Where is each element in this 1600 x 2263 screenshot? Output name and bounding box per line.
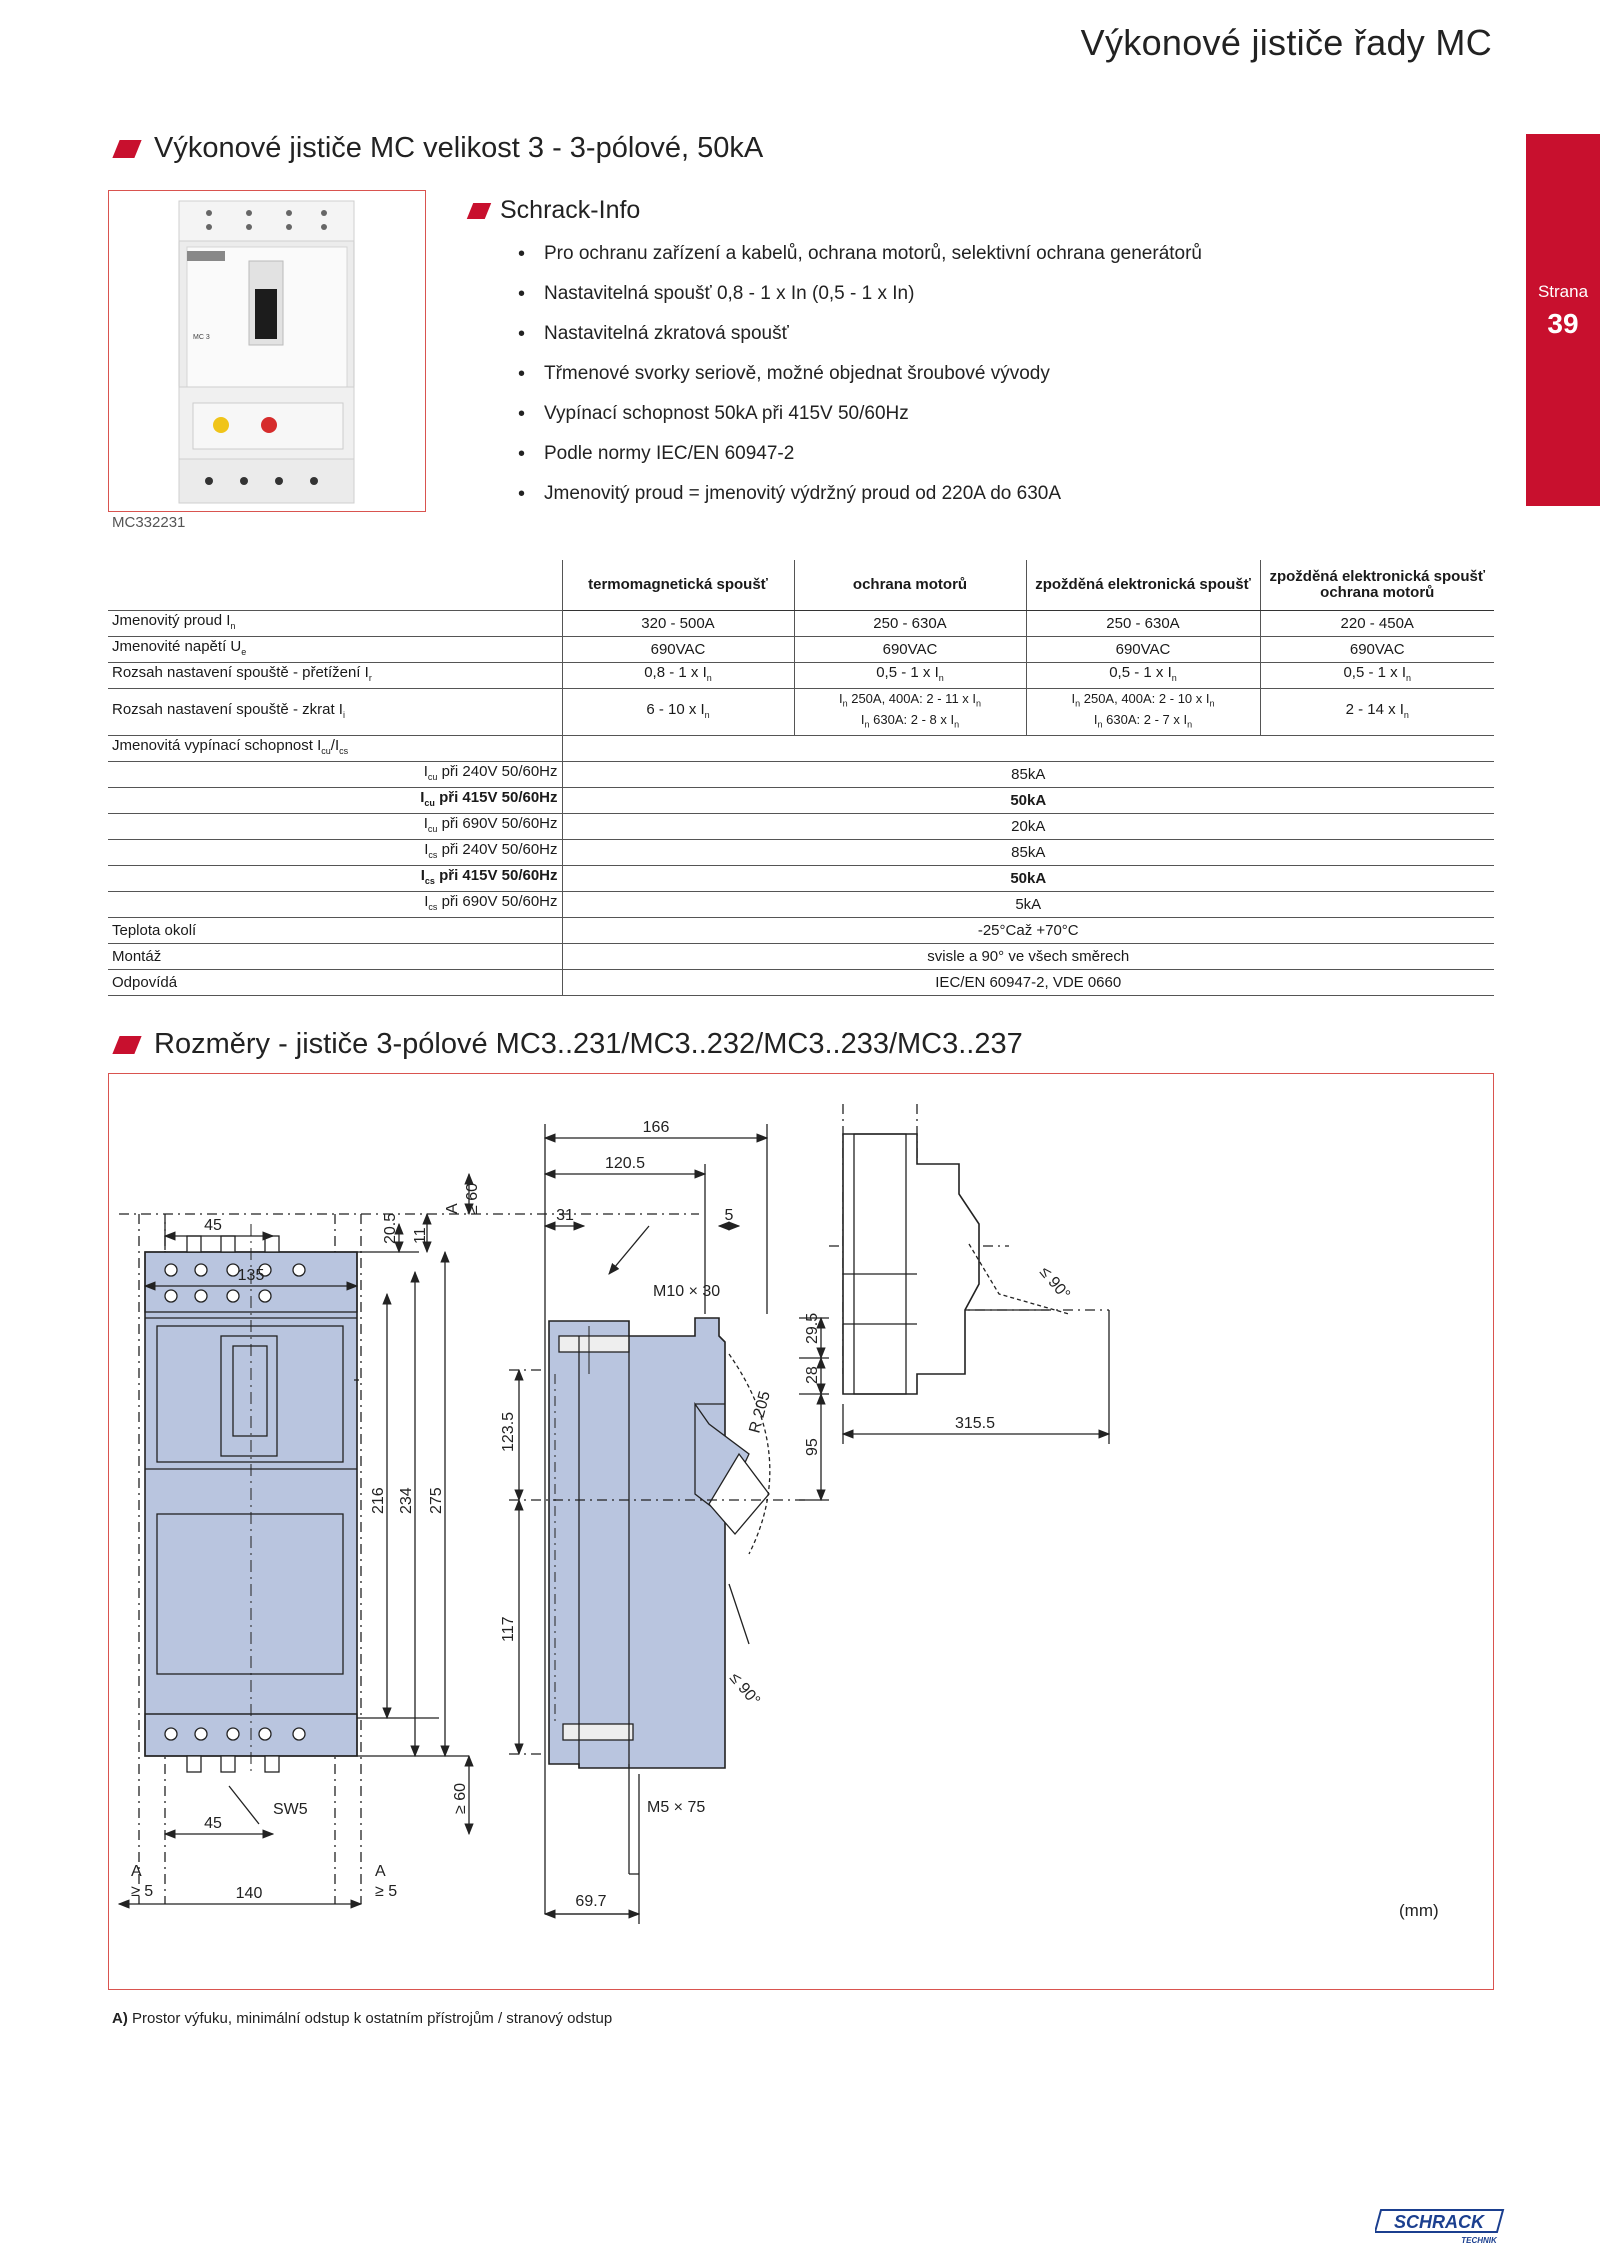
section-title-text: Výkonové jističe MC velikost 3 - 3-pólové, 50kA xyxy=(154,132,764,164)
spec-cell: -25°Caž +70°C xyxy=(562,918,1494,944)
spec-row xyxy=(108,944,1494,970)
spec-row xyxy=(108,611,1494,637)
spec-row-label: Jmenovité napětí $U_e$ xyxy=(108,637,562,663)
spec-cell: 220 - 450A xyxy=(1260,611,1494,637)
spec-header-cell: zpožděná elektronická spoušť xyxy=(1026,560,1260,611)
spec-row-label: Teplota okolí xyxy=(108,918,562,944)
spec-header-cell: ochrana motorů xyxy=(794,560,1026,611)
schrack-logo-mark xyxy=(1375,2206,1505,2246)
svg-text:TECHNIK: TECHNIK xyxy=(1461,2236,1497,2245)
spec-row xyxy=(108,736,1494,762)
section-marker-icon xyxy=(112,140,141,158)
spec-row xyxy=(108,840,1494,866)
dimension-drawing-svg xyxy=(109,1074,1493,1989)
spec-row xyxy=(108,918,1494,944)
footnote xyxy=(112,2010,612,2027)
info-title-text: Schrack-Info xyxy=(500,196,641,224)
dimension-drawing xyxy=(108,1073,1494,1990)
spec-cell: 50kA xyxy=(562,788,1494,814)
spec-row-label: Rozsah nastavení spouště - přetížení $I_r$ xyxy=(108,663,562,689)
info-bullet: • Nastavitelná spoušť 0,8 - 1 x In (0,5 - 1 x In) xyxy=(512,274,1392,314)
spec-row-label: Jmenovitá vypínací schopnost $I_{cu}/I_{cs}$ xyxy=(108,736,562,762)
spec-row xyxy=(108,637,1494,663)
dim-label: A xyxy=(375,1863,386,1880)
section-title-product xyxy=(116,132,763,165)
spec-row-label: Rozsah nastavení spouště - zkrat $I_i$ xyxy=(108,689,562,736)
spec-cell: 50kA xyxy=(562,866,1494,892)
product-photo xyxy=(108,190,426,512)
spec-cell-multiline: $I_n$ 250A, 400A: 2 - 10 x $I_n$ $I_n$ 630A: 2 - 7 x $I_n$ xyxy=(1026,689,1260,736)
spec-cell: 5kA xyxy=(562,892,1494,918)
dim-label: ≥ 60 xyxy=(464,1182,481,1214)
section-marker-icon xyxy=(112,1036,141,1054)
spec-cell: 250 - 630A xyxy=(794,611,1026,637)
breaker-photo-illustration xyxy=(109,191,425,511)
spec-cell: 0,8 - 1 x $I_n$ xyxy=(562,663,794,689)
spec-cell: 690VAC xyxy=(1026,637,1260,663)
dim-label: 117 xyxy=(500,1616,517,1642)
spec-cell: 0,5 - 1 x $I_n$ xyxy=(1026,663,1260,689)
dim-label: 166 xyxy=(642,1119,670,1136)
spec-row xyxy=(108,788,1494,814)
spec-cell: 2 - 14 x $I_n$ xyxy=(1260,689,1494,736)
dim-label: 95 xyxy=(804,1438,821,1456)
spec-row xyxy=(108,866,1494,892)
spec-row-label: $I_{cs}$ při 240V 50/60Hz xyxy=(108,840,562,866)
spec-row-label: $I_{cu}$ při 415V 50/60Hz xyxy=(108,788,562,814)
dim-label: 275 xyxy=(428,1487,445,1514)
spec-header-cell: zpožděná elektronická spoušť ochrana motorů xyxy=(1260,560,1494,611)
dim-label: M10 × 30 xyxy=(653,1283,721,1300)
dim-label: 135 xyxy=(237,1267,265,1284)
section-title-text: Rozměry - jističe 3-pólové MC3..231/MC3..232/MC3..233/MC3..237 xyxy=(154,1028,1023,1060)
dim-label: 140 xyxy=(235,1885,263,1902)
spec-header-cell: termomagnetická spoušť xyxy=(562,560,794,611)
dim-label: A xyxy=(444,1203,461,1214)
side-tab-label: Strana xyxy=(1537,282,1589,301)
dim-label: ≥ 5 xyxy=(375,1883,398,1900)
page-side-tab xyxy=(1526,134,1600,506)
info-marker-icon xyxy=(467,203,491,219)
spec-row xyxy=(108,814,1494,840)
spec-row-label: Montáž xyxy=(108,944,562,970)
page-header-title: Výkonové jističe řady MC xyxy=(1080,22,1492,63)
dim-label: 20.5 xyxy=(382,1212,399,1244)
spec-row xyxy=(108,762,1494,788)
dim-label: A xyxy=(131,1863,142,1880)
dim-label: SW5 xyxy=(273,1801,308,1818)
spec-row-label: Odpovídá xyxy=(108,970,562,996)
spec-cell: 690VAC xyxy=(1260,637,1494,663)
info-bullet: • Vypínací schopnost 50kA při 415V 50/60Hz xyxy=(512,394,1392,434)
dim-label: 5 xyxy=(724,1207,734,1224)
spec-row xyxy=(108,663,1494,689)
dim-label: 45 xyxy=(204,1217,222,1234)
dim-label: 11 xyxy=(412,1227,429,1244)
dim-label: 216 xyxy=(370,1487,387,1514)
info-bullet: • Jmenovitý proud = jmenovitý výdržný proud od 220A do 630A xyxy=(512,474,1392,514)
photo-device-label: MC 3 xyxy=(193,334,210,341)
spec-cell-empty xyxy=(562,736,1494,762)
spec-cell-multiline: $I_n$ 250A, 400A: 2 - 11 x $I_n$ $I_n$ 630A: 2 - 8 x $I_n$ xyxy=(794,689,1026,736)
spec-table-header-row xyxy=(108,560,1494,611)
dim-label: ≥ 60 xyxy=(452,1782,469,1814)
spec-row-label: $I_{cu}$ při 240V 50/60Hz xyxy=(108,762,562,788)
dim-label: ≥ 5 xyxy=(131,1883,154,1900)
dim-label: 120.5 xyxy=(604,1155,646,1172)
spec-cell: 690VAC xyxy=(794,637,1026,663)
info-bullet: • Podle normy IEC/EN 60947-2 xyxy=(512,434,1392,474)
spec-cell: 0,5 - 1 x $I_n$ xyxy=(1260,663,1494,689)
dim-label: ≤ 90° xyxy=(1035,1263,1074,1304)
info-bullet: • Nastavitelná zkratová spoušť xyxy=(512,314,1392,354)
schrack-logo xyxy=(1375,2206,1505,2246)
unit-label: (mm) xyxy=(1399,1901,1439,1920)
spec-cell: svisle a 90° ve všech směrech xyxy=(562,944,1494,970)
dim-label: ≤ 90° xyxy=(725,1669,764,1710)
spec-cell: 320 - 500A xyxy=(562,611,794,637)
dim-label: 123.5 xyxy=(500,1411,517,1452)
dim-label: 69.7 xyxy=(575,1893,607,1910)
section-title-dimensions xyxy=(116,1028,1023,1061)
spec-row-label: $I_{cs}$ při 415V 50/60Hz xyxy=(108,866,562,892)
spec-cell: 0,5 - 1 x $I_n$ xyxy=(794,663,1026,689)
spec-cell: 6 - 10 x $I_n$ xyxy=(562,689,794,736)
spec-row-label: $I_{cs}$ při 690V 50/60Hz xyxy=(108,892,562,918)
spec-cell: 690VAC xyxy=(562,637,794,663)
spec-row xyxy=(108,970,1494,996)
spec-table xyxy=(108,560,1494,996)
info-title xyxy=(470,196,640,225)
spec-row-label: $I_{cu}$ při 690V 50/60Hz xyxy=(108,814,562,840)
dim-label: 29.5 xyxy=(804,1312,821,1344)
spec-row xyxy=(108,892,1494,918)
spec-cell: 85kA xyxy=(562,762,1494,788)
svg-text:SCHRACK: SCHRACK xyxy=(1394,2212,1484,2232)
side-tab-page-number: 39 xyxy=(1547,308,1579,339)
dim-label: M5 × 75 xyxy=(647,1799,706,1816)
product-photo-caption: MC332231 xyxy=(112,514,186,531)
spec-cell: 85kA xyxy=(562,840,1494,866)
dim-label: 31 xyxy=(556,1207,574,1224)
footnote-text: Prostor výfuku, minimální odstup k ostatním přístrojům / stranový odstup xyxy=(132,2010,613,2027)
footnote-label: A) xyxy=(112,2010,128,2027)
info-bullet: • Třmenové svorky seriově, možné objednat šroubové vývody xyxy=(512,354,1392,394)
dim-label: 45 xyxy=(204,1815,222,1832)
dim-label: 315.5 xyxy=(954,1415,996,1432)
info-bullet-list xyxy=(512,234,1392,514)
dim-label: 28 xyxy=(804,1366,821,1384)
spec-cell: IEC/EN 60947-2, VDE 0660 xyxy=(562,970,1494,996)
dim-label: R 205 xyxy=(746,1389,774,1436)
info-bullet: • Pro ochranu zařízení a kabelů, ochrana motorů, selektivní ochrana generátorů xyxy=(512,234,1392,274)
spec-row-label: Jmenovitý proud $I_n$ xyxy=(108,611,562,637)
spec-cell: 250 - 630A xyxy=(1026,611,1260,637)
spec-cell: 20kA xyxy=(562,814,1494,840)
dim-label: 234 xyxy=(398,1487,415,1514)
spec-row xyxy=(108,689,1494,736)
